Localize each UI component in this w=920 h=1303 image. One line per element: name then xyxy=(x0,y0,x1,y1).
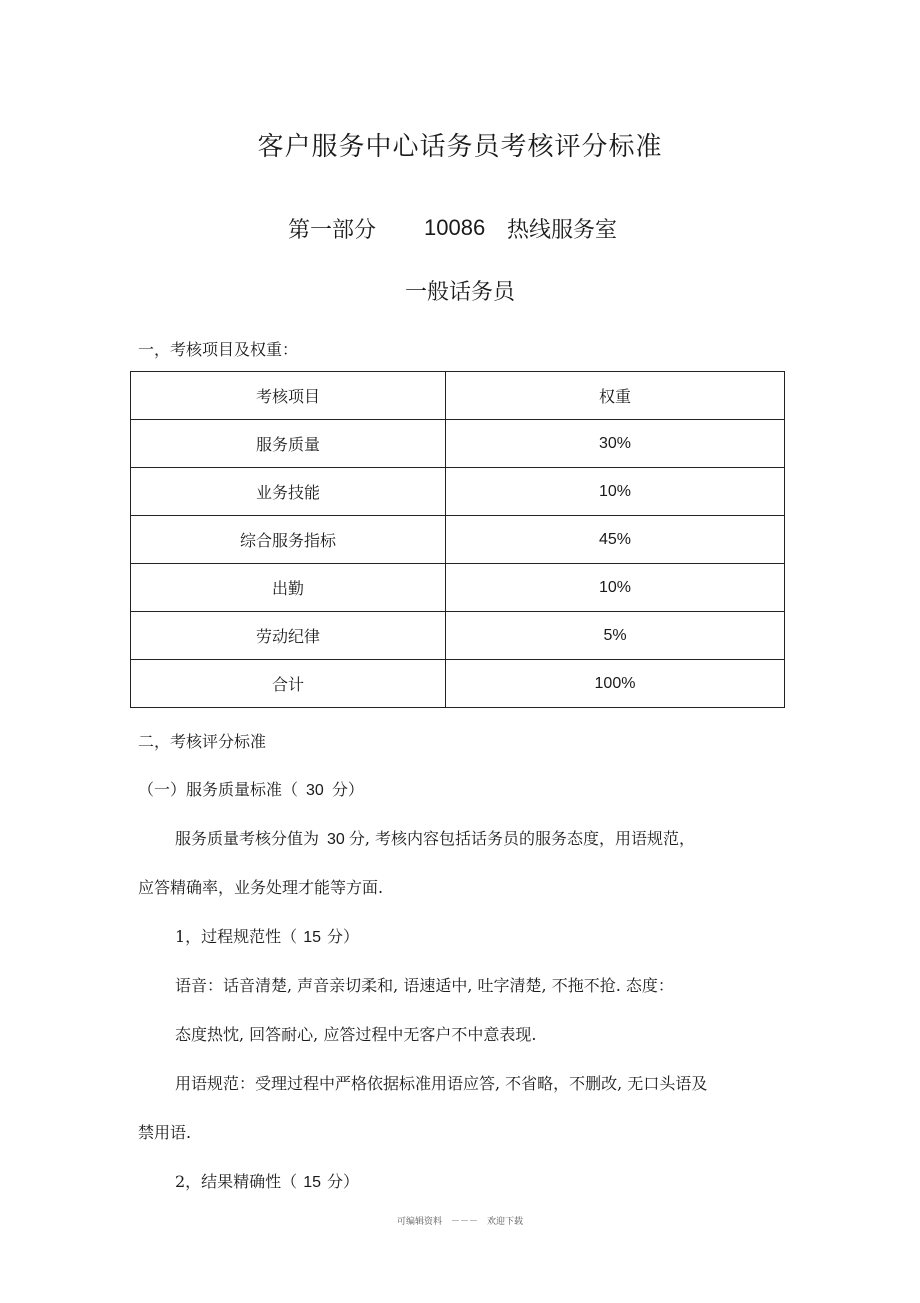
item-2-heading-text: 2，结果精确性（ xyxy=(175,1172,298,1191)
paragraph-1-text-a: 服务质量考核分值为 xyxy=(175,829,320,848)
item-2-heading-end: 分） xyxy=(326,1172,359,1191)
table-cell-item: 出勤 xyxy=(131,564,446,612)
item-2-points: 15 xyxy=(303,1174,321,1191)
subsection-1-heading-end: 分） xyxy=(331,780,364,799)
weights-table xyxy=(130,371,785,708)
item-1-points: 15 xyxy=(303,929,321,946)
paragraph-1-line-2: 应答精确率，业务处理才能等方面. xyxy=(138,878,384,897)
subsection-1-points: 30 xyxy=(306,782,324,799)
table-cell-item: 合计 xyxy=(131,660,446,708)
document-title: 客户服务中心话务员考核评分标准 xyxy=(257,132,663,162)
table-row xyxy=(131,516,785,564)
item-2-heading xyxy=(175,1169,359,1192)
subsection-1-heading xyxy=(138,777,364,800)
item-1-heading-end: 分） xyxy=(326,927,359,946)
table-cell-item: 服务质量 xyxy=(131,420,446,468)
paragraph-1-text-b: 分, 考核内容包括话务员的服务态度，用语规范， xyxy=(348,829,695,848)
table-cell-weight: 30% xyxy=(446,420,785,468)
item-1-heading xyxy=(175,924,359,947)
table-row-total xyxy=(131,660,785,708)
section-2-heading: 二，考核评分标准 xyxy=(138,732,267,751)
table-cell-item: 业务技能 xyxy=(131,468,446,516)
section-1-heading: 一，考核项目及权重： xyxy=(138,340,299,359)
table-header-weight: 权重 xyxy=(446,372,785,420)
table-cell-item: 综合服务指标 xyxy=(131,516,446,564)
paragraph-1-points: 30 xyxy=(327,831,345,848)
item-1-heading-text: 1，过程规范性（ xyxy=(175,927,298,946)
table-row xyxy=(131,420,785,468)
terms-line-1: 用语规范：受理过程中严格依据标准用语应答, 不省略，不删改, 无口头语及 xyxy=(175,1074,708,1093)
subtitle: 一般话务员 xyxy=(404,280,515,305)
table-cell-item: 劳动纪律 xyxy=(131,612,446,660)
table-row xyxy=(131,468,785,516)
table-row xyxy=(131,564,785,612)
table-cell-weight: 10% xyxy=(446,468,785,516)
table-header-row xyxy=(131,372,785,420)
table-cell-weight: 45% xyxy=(446,516,785,564)
table-cell-weight: 5% xyxy=(446,612,785,660)
attitude-line: 态度热忱, 回答耐心, 应答过程中无客户不中意表现. xyxy=(175,1025,537,1044)
part-label: 第一部分 xyxy=(288,218,377,243)
table-cell-weight: 100% xyxy=(446,660,785,708)
table-cell-weight: 10% xyxy=(446,564,785,612)
terms-line-2: 禁用语. xyxy=(138,1123,192,1142)
table-row xyxy=(131,612,785,660)
paragraph-1-line-1 xyxy=(175,826,695,849)
table-header-item: 考核项目 xyxy=(131,372,446,420)
part-number: 10086 xyxy=(424,215,486,240)
part-name: 热线服务室 xyxy=(507,218,618,243)
page-footer: 可编辑资料 －－－ 欢迎下载 xyxy=(396,1217,523,1227)
subsection-1-heading-text: （一）服务质量标准（ xyxy=(138,780,299,799)
voice-line: 语音：话音清楚, 声音亲切柔和, 语速适中, 吐字清楚, 不拖不抢. 态度： xyxy=(175,976,674,995)
